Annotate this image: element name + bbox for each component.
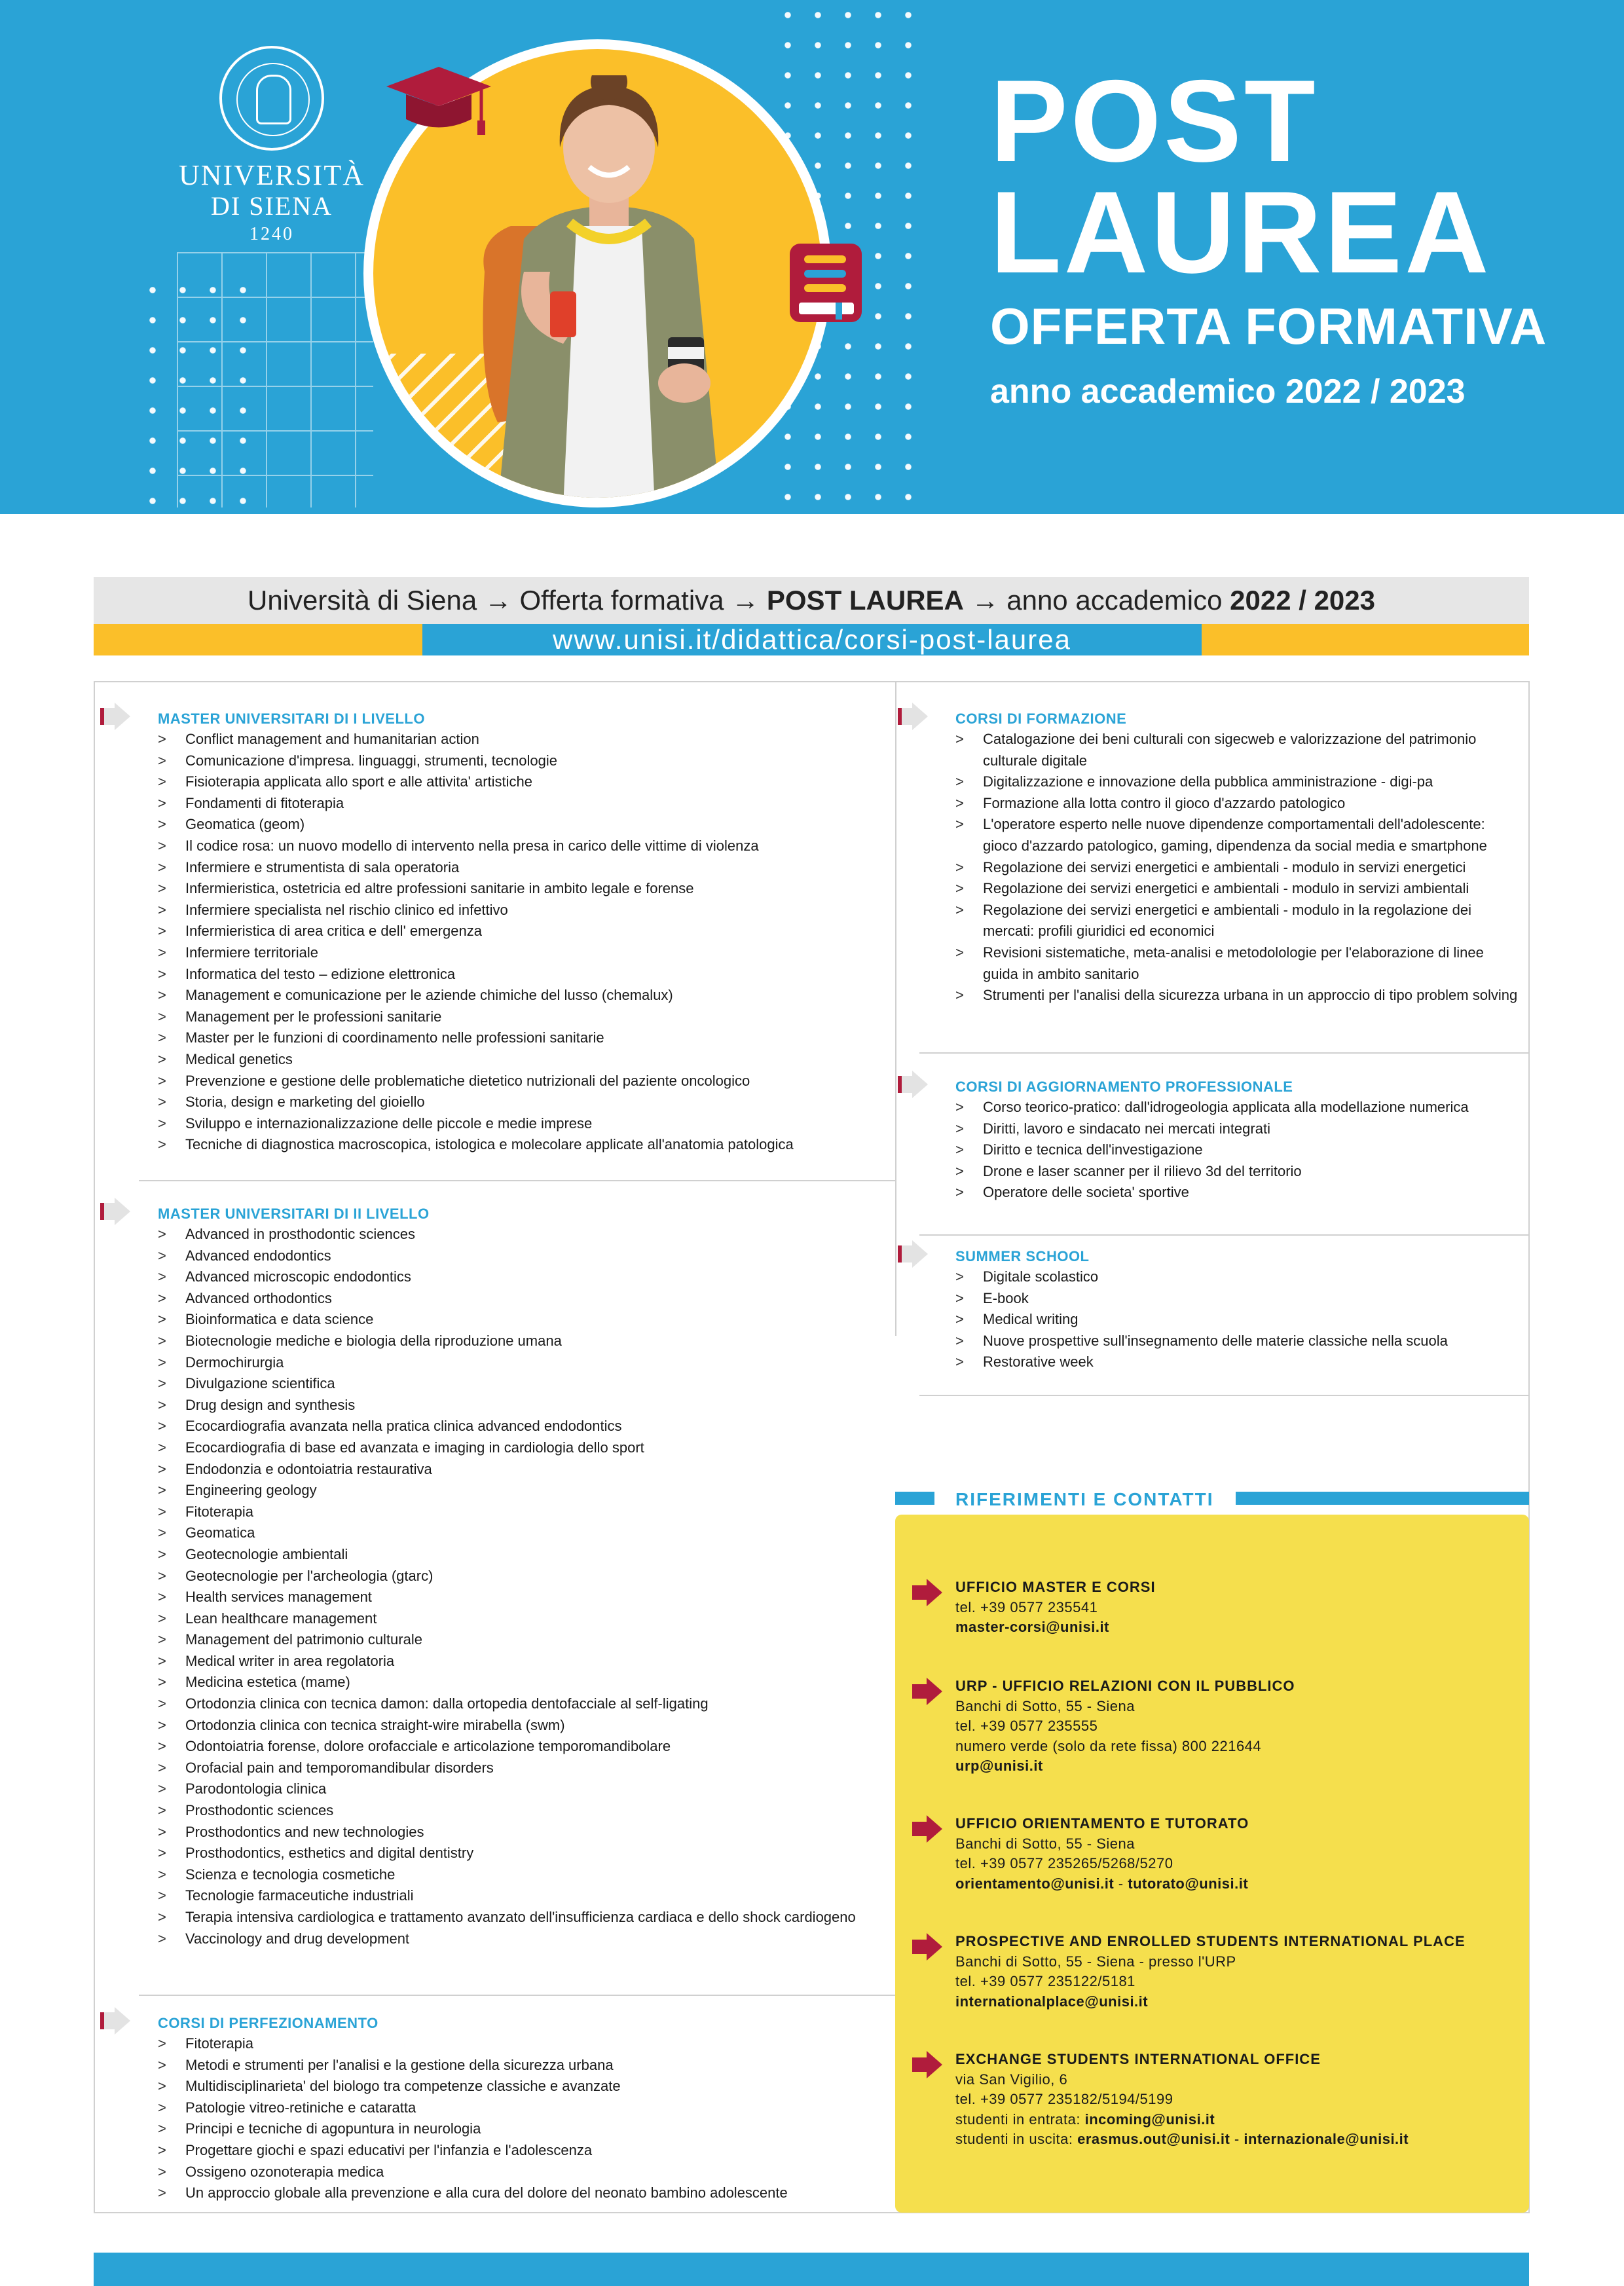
section-title: CORSI DI FORMAZIONE xyxy=(955,710,1127,727)
list-item: > Vaccinology and drug development xyxy=(158,1928,885,1950)
list-item: > Advanced orthodontics xyxy=(158,1288,885,1310)
contact-address: Banchi di Sotto, 55 - Siena - presso l'URP xyxy=(955,1953,1236,1970)
contact-title: UFFICIO ORIENTAMENTO E TUTORATO xyxy=(955,1815,1249,1832)
list-item: > Geomatica xyxy=(158,1522,885,1544)
section-arrow-icon xyxy=(98,1196,133,1226)
breadcrumb-year: 2022 / 2023 xyxy=(1230,585,1375,616)
breadcrumb-university[interactable]: Università di Siena xyxy=(248,585,477,616)
list-item: > Informatica del testo – edizione elettronica xyxy=(158,964,885,986)
breadcrumb-offerta[interactable]: Offerta formativa xyxy=(519,585,724,616)
contact-toll-free[interactable]: numero verde (solo da rete fissa) 800 221644 xyxy=(955,1737,1262,1754)
list-item: > Principi e tecniche di agopuntura in neurologia xyxy=(158,2118,885,2140)
list-item: > Medicina estetica (mame) xyxy=(158,1672,885,1693)
contact-email[interactable]: internazionale@unisi.it xyxy=(1244,2131,1409,2147)
contact-phone[interactable]: tel. +39 0577 235182/5194/5199 xyxy=(955,2091,1173,2107)
list-item: > Multidisciplinarieta' del biologo tra competenze classiche e avanzate xyxy=(158,2076,885,2097)
list-item: > Regolazione dei servizi energetici e ambientali - modulo in la regolazione dei mercati: profili giuridici ed economici xyxy=(955,900,1519,942)
list-item: > Catalogazione dei beni culturali con sigecweb e valorizzazione del patrimonio culturale digitale xyxy=(955,729,1519,771)
heading-bar xyxy=(895,1492,934,1505)
contact-title: EXCHANGE STUDENTS INTERNATIONAL OFFICE xyxy=(955,2051,1321,2067)
list-item: > Regolazione dei servizi energetici e ambientali - modulo in servizi energetici xyxy=(955,857,1519,879)
breadcrumb-post-laurea[interactable]: POST LAUREA xyxy=(766,585,964,616)
list-item: > Advanced microscopic endodontics xyxy=(158,1266,885,1288)
contact-address: Banchi di Sotto, 55 - Siena xyxy=(955,1835,1135,1852)
list-item: > Master per le funzioni di coordinamento nelle professioni sanitarie xyxy=(158,1027,885,1049)
list-item: > Prosthodontics, esthetics and digital dentistry xyxy=(158,1843,885,1864)
section-arrow-icon xyxy=(98,2006,133,2036)
title-offerta-formativa: OFFERTA FORMATIVA xyxy=(990,297,1547,355)
list-item: > Terapia intensiva cardiologica e trattamento avanzato dell'insufficienza cardiaca e dello shock cardiogeno xyxy=(158,1907,885,1928)
contact-address: via San Vigilio, 6 xyxy=(955,2071,1068,2088)
list-item: > Restorative week xyxy=(955,1352,1519,1373)
list-item: > Ecocardiografia avanzata nella pratica clinica advanced endodontics xyxy=(158,1416,885,1437)
contact-email[interactable]: orientamento@unisi.it xyxy=(955,1875,1115,1892)
list-item: > Infermiere specialista nel rischio clinico ed infettivo xyxy=(158,900,885,921)
section-title: MASTER UNIVERSITARI DI I LIVELLO xyxy=(158,710,425,727)
red-arrow-icon xyxy=(910,1814,945,1844)
list-item: > Medical writer in area regolatoria xyxy=(158,1651,885,1672)
url-bar xyxy=(94,624,1529,655)
list-item: > Operatore delle societa' sportive xyxy=(955,1182,1519,1204)
grid-pattern xyxy=(177,252,373,507)
breadcrumb-anno: anno accademico xyxy=(1006,585,1223,616)
list-item: > Revisioni sistematiche, meta-analisi e metodolologie per l'elaborazione di linee guida in ambito sanitario xyxy=(955,942,1519,985)
list-item: > Dermochirurgia xyxy=(158,1352,885,1374)
red-arrow-icon xyxy=(910,1676,945,1706)
contacts-heading xyxy=(895,1485,1529,1509)
section-title: CORSI DI AGGIORNAMENTO PROFESSIONALE xyxy=(955,1078,1293,1095)
list-item: > Sviluppo e internazionalizzazione delle piccole e medie imprese xyxy=(158,1113,885,1135)
perfezionamento-section xyxy=(158,2014,885,2204)
divider-left xyxy=(94,681,95,2213)
title-academic-year: anno accademico 2022 / 2023 xyxy=(990,373,1466,411)
divider-section xyxy=(919,1052,1528,1054)
list-item: > Conflict management and humanitarian action xyxy=(158,729,885,750)
contact-phone[interactable]: tel. +39 0577 235122/5181 xyxy=(955,1973,1135,1989)
divider-middle xyxy=(895,681,896,1336)
contact-email[interactable]: master-corsi@unisi.it xyxy=(955,1619,1109,1635)
course-list xyxy=(955,1266,1519,1373)
list-item: > Health services management xyxy=(158,1587,885,1608)
list-item: > Prosthodontic sciences xyxy=(158,1800,885,1822)
list-item: > E-book xyxy=(955,1288,1519,1310)
contact-urp xyxy=(955,1676,1295,1777)
red-arrow-icon xyxy=(910,1932,945,1962)
red-arrow-icon xyxy=(910,2050,945,2080)
footer-bar xyxy=(94,2253,1529,2286)
list-item: > Lean healthcare management xyxy=(158,1608,885,1630)
list-item: > Geomatica (geom) xyxy=(158,814,885,836)
list-item: > Scienza e tecnologia cosmetiche xyxy=(158,1864,885,1886)
list-item: > Management e comunicazione per le aziende chimiche del lusso (chemalux) xyxy=(158,985,885,1006)
divider-section xyxy=(919,1395,1528,1396)
list-item: > Parodontologia clinica xyxy=(158,1779,885,1800)
contact-email[interactable]: tutorato@unisi.it xyxy=(1128,1875,1249,1892)
master-2-section xyxy=(158,1204,885,1949)
contact-phone[interactable]: tel. +39 0577 235265/5268/5270 xyxy=(955,1855,1173,1871)
list-item: > Un approccio globale alla prevenzione e alla cura del dolore del neonato bambino adolescente xyxy=(158,2183,885,2204)
student-illustration xyxy=(471,75,747,498)
university-seal-icon xyxy=(219,46,324,151)
list-item: > Storia, design e marketing del gioiello xyxy=(158,1092,885,1113)
contact-label: studenti in entrata: xyxy=(955,2111,1085,2128)
contact-title: PROSPECTIVE AND ENROLLED STUDENTS INTERNATIONAL PLACE xyxy=(955,1933,1466,1949)
contact-international-place xyxy=(955,1932,1466,2012)
list-item: > Diritti, lavoro e sindacato nei mercati integrati xyxy=(955,1118,1519,1140)
title-block xyxy=(990,56,1547,418)
aggiornamento-section xyxy=(955,1077,1519,1204)
book-icon xyxy=(787,241,864,325)
list-item: > Fondamenti di fitoterapia xyxy=(158,793,885,815)
list-item: > Bioinformatica e data science xyxy=(158,1309,885,1331)
list-item: > Corso teorico-pratico: dall'idrogeologia applicata alla modellazione numerica xyxy=(955,1097,1519,1118)
list-item: > Strumenti per l'analisi della sicurezza urbana in un approccio di tipo problem solving xyxy=(955,985,1519,1006)
contact-ufficio-master xyxy=(955,1577,1156,1638)
logo-year: 1240 xyxy=(249,224,294,244)
list-item: > Geotecnologie ambientali xyxy=(158,1544,885,1566)
breadcrumb-arrow-icon: → xyxy=(484,585,512,616)
logo-name: UNIVERSITÀ xyxy=(179,159,365,191)
divider-section xyxy=(139,1995,895,1996)
list-item: > Biotecnologie mediche e biologia della riproduzione umana xyxy=(158,1331,885,1352)
contact-email[interactable]: urp@unisi.it xyxy=(955,1758,1043,1774)
list-item: > Medical genetics xyxy=(158,1049,885,1071)
section-arrow-icon xyxy=(98,701,133,731)
heading-bar xyxy=(1236,1492,1529,1505)
graduation-cap-icon xyxy=(383,60,494,139)
title-post: POST xyxy=(990,56,1318,186)
list-item: > Advanced in prosthodontic sciences xyxy=(158,1224,885,1245)
contact-email[interactable]: erasmus.out@unisi.it xyxy=(1077,2131,1230,2147)
section-arrow-icon xyxy=(895,701,931,731)
contact-title: UFFICIO MASTER E CORSI xyxy=(955,1579,1156,1595)
list-item: > Infermieristica di area critica e dell' emergenza xyxy=(158,921,885,942)
list-item: > Digitalizzazione e innovazione della pubblica amministrazione - digi-pa xyxy=(955,771,1519,793)
list-item: > Orofacial pain and temporomandibular disorders xyxy=(158,1758,885,1779)
list-item: > Formazione alla lotta contro il gioco d'azzardo patologico xyxy=(955,793,1519,815)
list-item: > Fitoterapia xyxy=(158,1502,885,1523)
contact-label: studenti in uscita: xyxy=(955,2131,1078,2147)
list-item: > Digitale scolastico xyxy=(955,1266,1519,1288)
course-list xyxy=(158,1224,885,1949)
website-link[interactable]: www.unisi.it/didattica/corsi-post-laurea xyxy=(422,624,1202,655)
divider-section xyxy=(919,1234,1528,1236)
summer-school-section xyxy=(955,1247,1519,1373)
course-list xyxy=(158,2033,885,2204)
list-item: > Patologie vitreo-retiniche e cataratta xyxy=(158,2097,885,2119)
contact-email[interactable]: incoming@unisi.it xyxy=(1084,2111,1215,2128)
list-item: > Fitoterapia xyxy=(158,2033,885,2055)
breadcrumb xyxy=(94,577,1529,624)
list-item: > Regolazione dei servizi energetici e ambientali - modulo in servizi ambientali xyxy=(955,878,1519,900)
master-1-section xyxy=(158,709,885,1156)
contact-phone[interactable]: tel. +39 0577 235541 xyxy=(955,1598,1098,1615)
course-list xyxy=(955,1097,1519,1204)
contact-phone[interactable]: tel. +39 0577 235555 xyxy=(955,1718,1098,1734)
contact-email[interactable]: internationalplace@unisi.it xyxy=(955,1993,1149,2010)
list-item: > Prosthodontics and new technologies xyxy=(158,1822,885,1843)
list-item: > Ecocardiografia di base ed avanzata e imaging in cardiologia dello sport xyxy=(158,1437,885,1459)
list-item: > Comunicazione d'impresa. linguaggi, strumenti, tecnologie xyxy=(158,750,885,772)
list-item: > Advanced endodontics xyxy=(158,1245,885,1267)
list-item: > Medical writing xyxy=(955,1309,1519,1331)
divider-top xyxy=(94,681,1529,682)
title-laurea: LAUREA xyxy=(990,167,1492,297)
list-item: > Prevenzione e gestione delle problematiche dietetico nutrizionali del paziente oncologico xyxy=(158,1071,885,1092)
contact-exchange-office xyxy=(955,2050,1409,2150)
list-item: > Il codice rosa: un nuovo modello di intervento nella presa in carico delle vittime di violenza xyxy=(158,836,885,857)
list-item: > Ortodonzia clinica con tecnica straight-wire mirabella (swm) xyxy=(158,1715,885,1737)
logo-subname: DI SIENA xyxy=(211,191,333,221)
list-item: > Metodi e strumenti per l'analisi e la gestione della sicurezza urbana xyxy=(158,2055,885,2076)
list-item: > Drone e laser scanner per il rilievo 3d del territorio xyxy=(955,1161,1519,1183)
list-item: > Tecnologie farmaceutiche industriali xyxy=(158,1885,885,1907)
divider-section xyxy=(139,1180,895,1181)
contacts-box xyxy=(895,1515,1529,2213)
list-item: > Diritto e tecnica dell'investigazione xyxy=(955,1139,1519,1161)
list-item: > Infermieristica, ostetricia ed altre professioni sanitarie in ambito legale e forense xyxy=(158,878,885,900)
list-item: > Drug design and synthesis xyxy=(158,1395,885,1416)
list-item: > Divulgazione scientifica xyxy=(158,1373,885,1395)
section-title: CORSI DI PERFEZIONAMENTO xyxy=(158,2015,378,2031)
breadcrumb-arrow-icon: → xyxy=(971,585,999,616)
list-item: > Engineering geology xyxy=(158,1480,885,1502)
list-item: > Ortodonzia clinica con tecnica damon: dalla ortopedia dentofacciale al self-ligating xyxy=(158,1693,885,1715)
list-item: > Odontoiatria forense, dolore orofacciale e articolazione temporomandibolare xyxy=(158,1736,885,1758)
list-item: > Progettare giochi e spazi educativi per l'infanzia e l'adolescenza xyxy=(158,2140,885,2162)
university-logo[interactable] xyxy=(164,46,380,245)
list-item: > Geotecnologie per l'archeologia (gtarc) xyxy=(158,1566,885,1587)
list-item: > Infermiere e strumentista di sala operatoria xyxy=(158,857,885,879)
list-item: > Management per le professioni sanitarie xyxy=(158,1006,885,1028)
course-list xyxy=(955,729,1519,1006)
list-item: > Management del patrimonio culturale xyxy=(158,1629,885,1651)
section-arrow-icon xyxy=(895,1069,931,1099)
section-title: SUMMER SCHOOL xyxy=(955,1248,1090,1264)
separator: - xyxy=(1114,1875,1128,1892)
contact-title: URP - UFFICIO RELAZIONI CON IL PUBBLICO xyxy=(955,1678,1295,1694)
list-item: > Ossigeno ozonoterapia medica xyxy=(158,2162,885,2183)
formazione-section xyxy=(955,709,1519,1006)
contact-orientamento xyxy=(955,1814,1249,1894)
contact-address: Banchi di Sotto, 55 - Siena xyxy=(955,1697,1135,1714)
section-arrow-icon xyxy=(895,1239,931,1269)
separator: - xyxy=(1230,2131,1244,2147)
list-item: > Infermiere territoriale xyxy=(158,942,885,964)
course-list xyxy=(158,729,885,1156)
contacts-title: RIFERIMENTI E CONTATTI xyxy=(955,1489,1214,1509)
list-item: > Tecniche di diagnostica macroscopica, istologica e molecolare applicate all'anatomia patologica xyxy=(158,1134,885,1156)
breadcrumb-arrow-icon: → xyxy=(731,585,760,616)
list-item: > Nuove prospettive sull'insegnamento delle materie classiche nella scuola xyxy=(955,1331,1519,1352)
red-arrow-icon xyxy=(910,1577,945,1608)
list-item: > L'operatore esperto nelle nuove dipendenze comportamentali dell'adolescente: gioco d'azzardo patologico, gaming, dipendenza da social media e smartphone xyxy=(955,814,1519,857)
header-banner xyxy=(0,0,1624,514)
section-title: MASTER UNIVERSITARI DI II LIVELLO xyxy=(158,1206,430,1222)
list-item: > Endodonzia e odontoiatria restaurativa xyxy=(158,1459,885,1481)
list-item: > Fisioterapia applicata allo sport e alle attivita' artistiche xyxy=(158,771,885,793)
